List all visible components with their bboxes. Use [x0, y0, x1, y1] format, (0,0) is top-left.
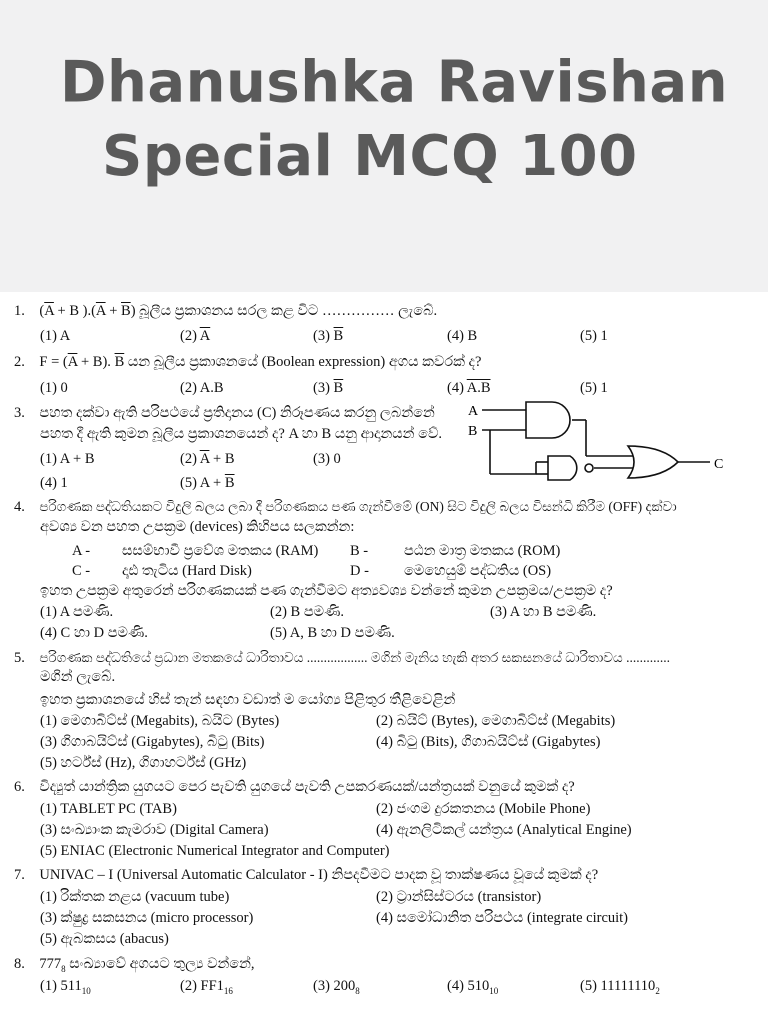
logic-circuit-diagram	[462, 400, 752, 492]
input-b-label: B	[468, 424, 478, 439]
q8-option-4	[447, 977, 498, 1000]
q3-stem-2: පහත දී ඇති කුමන බූලීය ප්‍රකාශනයෙන් ද? A හා B යනු ආදානයන් වේ.	[40, 426, 443, 442]
q6-option-4: (4) ඇනලිටිකල් යන්ත්‍රය (Analytical Engine)	[376, 822, 632, 838]
q4-option-4: (4) C හා D පමණි.	[40, 625, 148, 641]
q7-option-3: (3) ක්ෂුද්‍ර සකසනය (micro processor)	[40, 910, 254, 926]
q1-text: $\overline{A}$	[95, 303, 106, 319]
q5-number: 5.	[14, 650, 25, 666]
q2-option-4	[447, 379, 491, 397]
q6-option-2: (2) ජංගම දුරකතනය (Mobile Phone)	[376, 801, 591, 817]
q1-option-3	[313, 327, 343, 345]
q1-text: $\overline{A}$	[44, 303, 54, 319]
q2-option-2: (2) A.B	[180, 380, 224, 396]
q8-subscript: 8	[61, 963, 66, 974]
q8-option-1	[40, 977, 91, 1000]
q4-item-b: පඨන මාත්‍ර මතකය (ROM)	[404, 543, 561, 559]
q8-number: 8.	[14, 956, 25, 972]
q4-item-d-key: D -	[350, 563, 369, 579]
q3-text: පහත දක්වා ඇති පරිපථයේ ප්‍රතිදානය (C) නිරූපණය කරනු ලබන්නේ	[39, 405, 435, 421]
q2-option-3-value: $\overline{B}$	[333, 380, 344, 396]
q7-stem	[14, 866, 598, 884]
q1-text: (	[39, 303, 45, 319]
q2-option-4-label: (4)	[447, 380, 467, 396]
q2-text: $\overline{B}$	[114, 354, 125, 370]
q4-option-1: (1) A පමණි.	[40, 604, 114, 620]
q8-option-4-value: (4) 510	[447, 978, 490, 994]
q2-option-3	[313, 379, 343, 397]
q2-option-5: (5) 1	[580, 380, 608, 396]
q8-text: සංඛ්‍යාවේ අගයට තුල්‍ය වන්නේ,	[65, 956, 255, 972]
and-gate	[526, 402, 570, 438]
q5-stem-2: මගින් ලැබේ.	[40, 669, 116, 685]
q6-option-1: (1) TABLET PC (TAB)	[40, 801, 177, 817]
q4-stem-2: අවශ්‍ය වන පහත උපක්‍රම (devices) කිහිපය සලකන්න:	[40, 519, 355, 535]
q8-option-5	[580, 977, 660, 1000]
q7-option-2: (2) ට්‍රාන්සිස්ටරය (transistor)	[376, 889, 542, 905]
q2-number: 2.	[14, 354, 25, 370]
q3-option-4: (4) 1	[40, 475, 68, 491]
q1-option-2-value: $\overline{A}$	[199, 328, 211, 344]
q2-text: යන බූලීය ප්‍රකාශනයේ (Boolean expression) අගය කවරක් ද?	[124, 354, 482, 370]
q4-number: 4.	[14, 499, 25, 515]
q8-stem	[14, 955, 255, 978]
q8-option-2-base: 16	[223, 985, 233, 996]
q7-option-1: (1) රික්තක නළය (vacuum tube)	[40, 889, 230, 905]
q1-option-2	[180, 327, 210, 345]
input-a-label: A	[468, 404, 479, 419]
q7-number: 7.	[14, 867, 25, 883]
q8-option-3-value: (3) 200	[313, 978, 356, 994]
q8-option-1-base: 10	[81, 985, 91, 996]
q5-text: පරිගණක පද්ධතියේ ප්‍රධාන මතකයේ ධාරිතාවය .................. මගින් මැනිය හැකි අතර සකසනයේ ධාරිතාවය .............	[39, 650, 670, 665]
q1-text: ) බූලීය ප්‍රකාශනය සරල කළ විට …………… ලැබේ.	[130, 303, 438, 319]
q6-option-3: (3) සංඛ්‍යාංක කැමරාව (Digital Camera)	[40, 822, 269, 838]
q8-option-5-value: (5) 11111110	[580, 978, 656, 994]
q7-text: UNIVAC – I (Universal Automatic Calculator - I) නිපදවීමට පාදක වූ තාක්ෂණය වූයේ කුමක් ද?	[39, 867, 599, 883]
q4-option-5: (5) A, B හා D පමණි.	[270, 625, 395, 641]
q4-item-d: මෙහෙයුම් පද්ධතිය (OS)	[404, 563, 552, 579]
q6-text: විද්‍යුත් යාන්ත්‍රික යුගයට පෙර පැවති යුගයේ පැවති උපකරණයක්/යන්ත්‍රයක් වනුයේ කුමක් ද?	[39, 779, 575, 795]
q8-option-2-value: (2) FF1	[180, 978, 224, 994]
q3-option-2-label: (2)	[180, 451, 200, 467]
q5-option-2: (2) බයිට් (Bytes), මෙගාබිට්ස් (Megabits)	[376, 713, 616, 729]
q3-option-5	[180, 474, 235, 492]
q1-number: 1.	[14, 303, 25, 319]
q3-number: 3.	[14, 405, 25, 421]
q3-option-1: (1) A + B	[40, 451, 95, 467]
q3-option-2	[180, 450, 235, 468]
q2-text: $\overline{A}$	[67, 354, 78, 370]
q4-stem-3: ඉහත උපක්‍රම අතුරෙන් පරිගණකයක් පණ ගැන්වීමට අත්‍යවශ්‍ය වන්නේ කුමන උපක්‍රමය/උපක්‍රම ද?	[40, 583, 613, 599]
q1-option-4: (4) B	[447, 328, 478, 344]
q8-option-1-value: (1) 511	[40, 978, 82, 994]
nand-bubble	[585, 464, 593, 472]
author-title: Dhanushka Ravishan	[60, 49, 729, 116]
q1-option-3-label: (3)	[313, 328, 334, 344]
q4-item-a: සසම්භාවී ප්‍රවේශ මතකය (RAM)	[122, 543, 319, 559]
q4-item-c: දෘඪ තැටිය (Hard Disk)	[122, 563, 252, 579]
q3-option-2-value: $\overline{A}$	[199, 451, 210, 467]
q2-text: + B).	[77, 354, 115, 370]
q6-option-5: (5) ENIAC (Electronic Numerical Integrator and Computer)	[40, 843, 390, 859]
q7-option-4: (4) සමෝධානිත පරිපථය (integrate circuit)	[376, 910, 629, 926]
collection-title: Special MCQ 100	[102, 124, 638, 189]
q1-option-3-value: $\overline{B}$	[333, 328, 344, 344]
q1-option-5: (5) 1	[580, 328, 608, 344]
q4-option-2: (2) B පමණි.	[270, 604, 344, 620]
q3-stem	[14, 404, 435, 422]
q1-text: +	[105, 303, 122, 319]
q4-item-c-key: C -	[72, 563, 91, 579]
output-c-label: C	[714, 457, 724, 472]
q5-option-4: (4) බිටු (Bits), ගිගාබයිට්ස් (Gigabytes)	[376, 734, 601, 750]
q6-number: 6.	[14, 779, 25, 795]
q7-option-5: (5) ඇබකසය (abacus)	[40, 931, 169, 947]
q3-option-5-value: $\overline{B}$	[224, 475, 235, 491]
q4-item-a-key: A -	[72, 543, 91, 559]
q1-stem	[14, 302, 437, 320]
q4-option-3: (3) A හා B පමණි.	[490, 604, 597, 620]
q5-stem	[14, 649, 670, 667]
q2-option-1: (1) 0	[40, 380, 68, 396]
q2-option-3-label: (3)	[313, 380, 334, 396]
q5-option-5: (5) හර්ට්ස් (Hz), ගිගාහර්ට්ස් (GHz)	[40, 755, 247, 771]
q1-text: + B ).(	[53, 303, 96, 319]
q8-option-3	[313, 977, 360, 1000]
q8-option-5-base: 2	[655, 985, 660, 996]
q3-option-5-label: (5) A +	[180, 475, 225, 491]
title-banner	[0, 0, 768, 292]
or-gate	[628, 446, 678, 478]
q3-option-3: (3) 0	[313, 451, 341, 467]
q5-option-1: (1) මෙගාබිට්ස් (Megabits), බයිට (Bytes)	[40, 713, 280, 729]
q8-option-4-base: 10	[489, 985, 499, 996]
q6-stem	[14, 778, 575, 796]
q8-option-2	[180, 977, 233, 1000]
q5-option-3: (3) ගිගාබයිට්ස් (Gigabytes), බිටු (Bits)	[40, 734, 265, 750]
q8-option-3-base: 8	[355, 985, 360, 996]
q2-text: F = (	[39, 354, 68, 370]
q1-text: $\overline{B}$	[121, 303, 131, 319]
q2-option-4-value: A.B	[466, 380, 491, 396]
q8-text: 777	[39, 956, 62, 972]
q5-stem-3: ඉහත ප්‍රකාශනයේ හිස් තැන් සඳහා වඩාත් ම යෝග්‍ය පිළිතුර තීළිවෙළින්	[40, 692, 456, 708]
q2-stem	[14, 353, 481, 371]
q4-item-b-key: B -	[350, 543, 369, 559]
q4-text: පරිගණක පද්ධතියකට විදුලි බලය ලබා දී පරිගණකය පණ ගැන්වීමේ (ON) සිට විදුලි බලය විසන්ධි කිරීම (OFF) දක්වා	[39, 499, 677, 514]
q1-option-1: (1) A	[40, 328, 71, 344]
q4-stem	[14, 498, 677, 516]
nand-gate	[548, 456, 577, 480]
q3-option-2-value: + B	[209, 451, 235, 467]
q1-option-2-label: (2)	[180, 328, 200, 344]
